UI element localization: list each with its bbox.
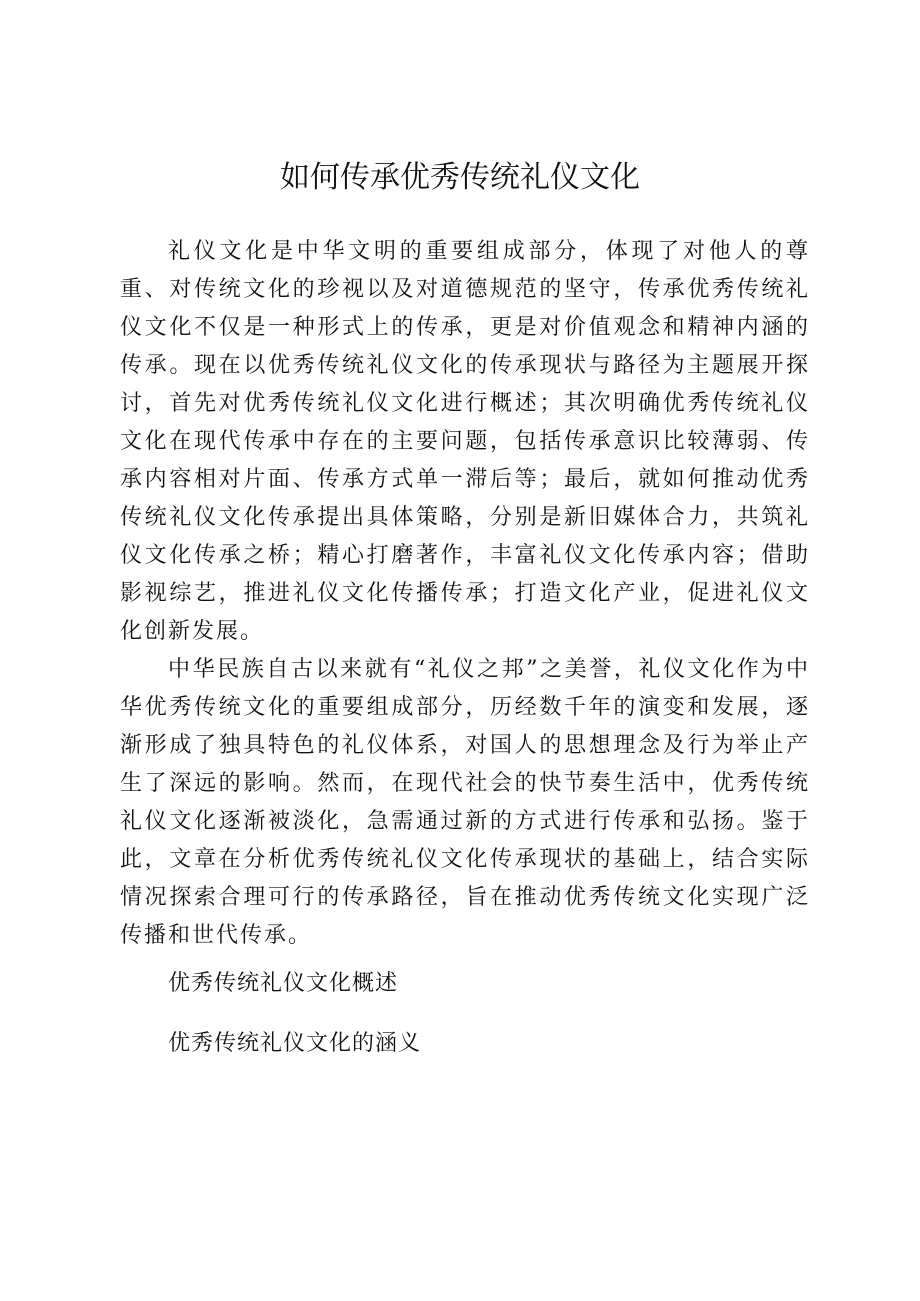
intro-paragraph: 礼仪文化是中华文明的重要组成部分，体现了对他人的尊重、对传统文化的珍视以及对道德规范的坚守，传承优秀传统礼仪文化不仅是一种形式上的传承，更是对价值观念和精神内涵的传承。现在以优秀传统礼仪文化的传承现状与路径为主题展开探讨，首先对优秀传统礼仪文化进行概述；其次明确优秀传统礼仪文化在现代传承中存在的主要问题，包括传承意识比较薄弱、传承内容相对片面、传承方式单一滞后等；最后，就如何推动优秀传统礼仪文化传承提出具体策略，分别是新旧媒体合力，共筑礼仪文化传承之桥；精心打磨著作，丰富礼仪文化传承内容；借助影视综艺，推进礼仪文化传播传承；打造文化产业，促进礼仪文化创新发展。 <box>120 239 810 644</box>
section-heading: 优秀传统礼仪文化概述 <box>168 971 399 996</box>
document-body <box>120 233 810 1063</box>
document-title: 如何传承优秀传统礼仪文化 <box>280 160 640 195</box>
background-paragraph: 中华民族自古以来就有“礼仪之邦”之美誉，礼仪文化作为中华优秀传统文化的重要组成部分，历经数千年的演变和发展，逐渐形成了独具特色的礼仪体系，对国人的思想理念及行为举止产生了深远的影响。然而，在现代社会的快节奏生活中，优秀传统礼仪文化逐渐被淡化，急需通过新的方式进行传承和弘扬。鉴于此，文章在分析优秀传统礼仪文化传承现状的基础上，结合实际情况探索合理可行的传承路径，旨在推动优秀传统文化实现广泛传播和世代传承。 <box>120 657 810 948</box>
subsection-heading: 优秀传统礼仪文化的涵义 <box>168 1031 422 1056</box>
